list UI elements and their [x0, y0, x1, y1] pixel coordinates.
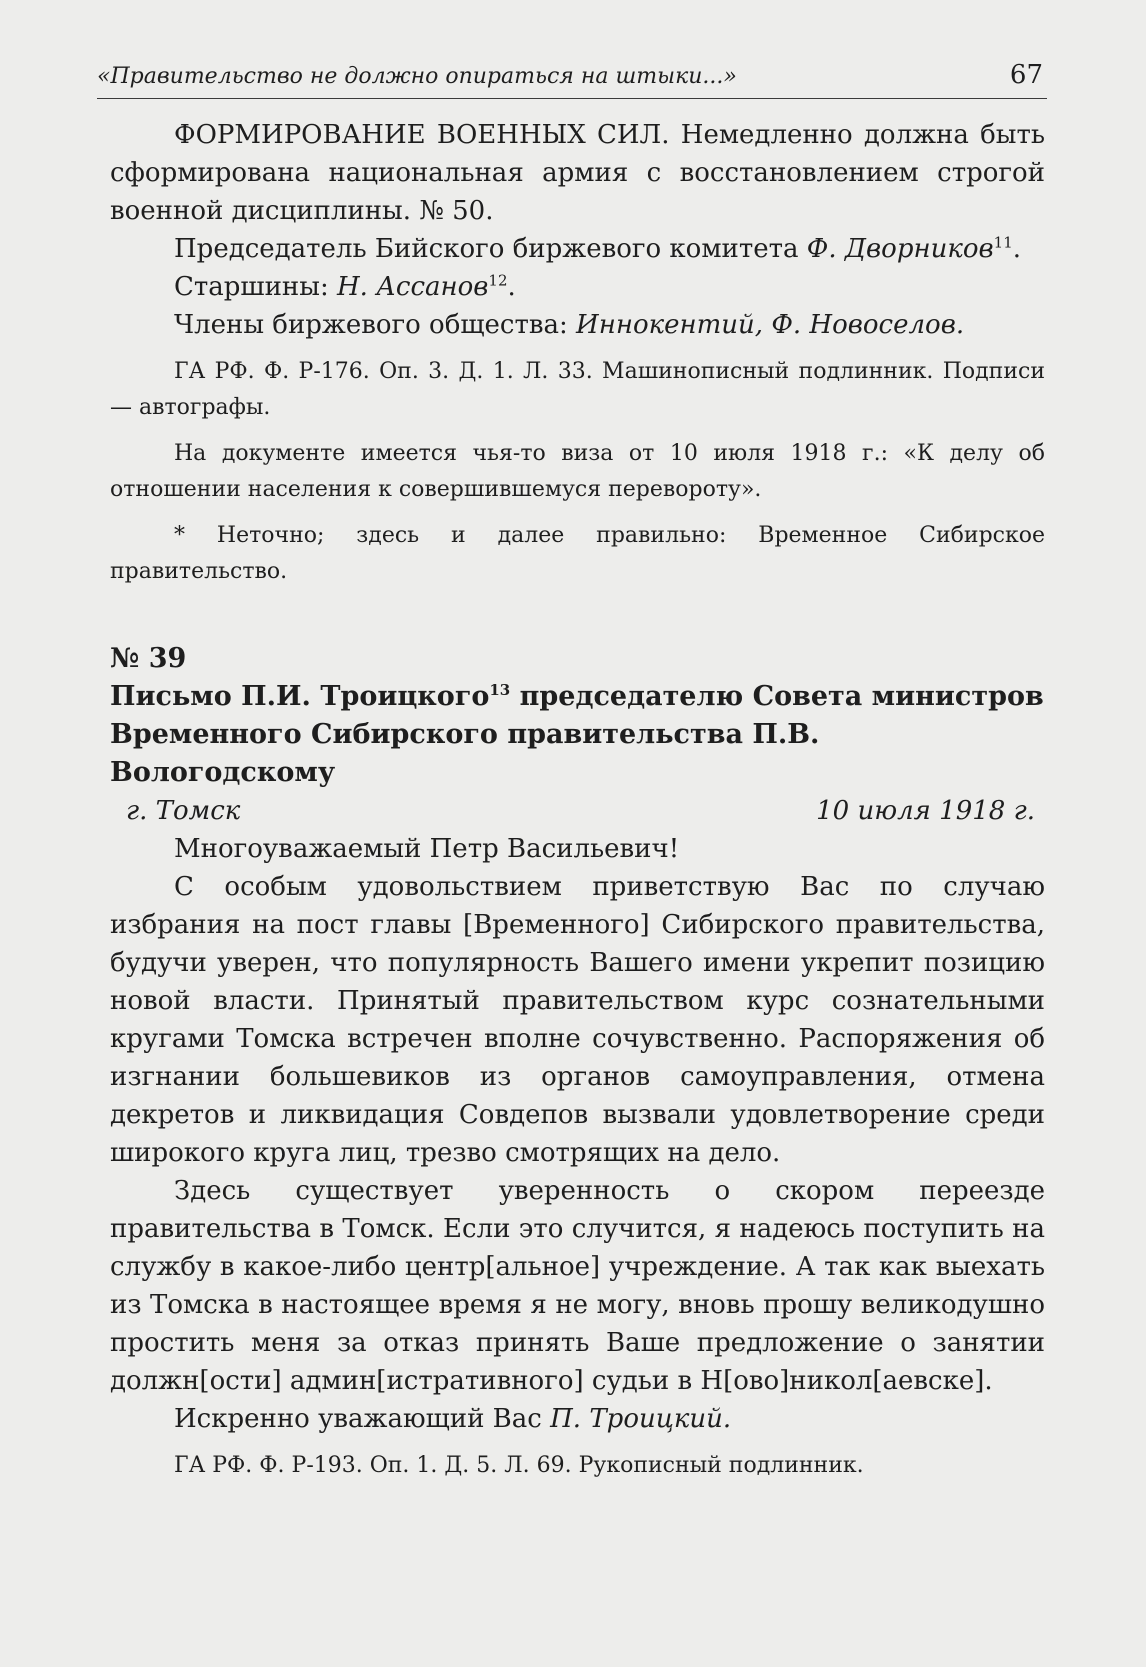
salutation: Многоуважаемый Петр Васильевич!: [174, 834, 680, 864]
elders-name: Н. Ассанов: [336, 272, 489, 302]
running-title: «Правительство не должно опираться на штыки...»: [97, 64, 737, 89]
title-part1: Письмо П.И. Троицкого: [110, 681, 490, 712]
title-footnote-ref: 13: [489, 681, 511, 699]
place-date-line: [110, 792, 1045, 830]
visa-note: На документе имеется чья-то виза от 10 июля 1918 г.: «К делу об отношении населения к совершившемуся перевороту».: [110, 441, 1045, 502]
document-number: № 39: [110, 643, 187, 674]
chair-footnote-ref: 11: [993, 233, 1013, 252]
signature: П. Троицкий.: [550, 1404, 732, 1434]
document-place: г. Томск: [126, 796, 241, 826]
members-line: [110, 306, 1045, 344]
title-part2: председателю Совета министров Временного Сибирского правительства П.В. Вологодскому: [110, 681, 1044, 788]
members-names: Иннокентий, Ф. Новоселов.: [576, 310, 965, 340]
document-title: [110, 678, 1045, 792]
prev-doc-source: ГА РФ. Ф. Р-176. Оп. 3. Д. 1. Л. 33. Машинописный подлинник. Подписи — автографы.: [110, 359, 1045, 420]
page-header: [97, 62, 1047, 99]
document-source: ГА РФ. Ф. Р-193. Оп. 1. Д. 5. Л. 69. Рукописный подлинник.: [174, 1453, 864, 1478]
elders-label: Старшины:: [174, 272, 329, 302]
letter-paragraph-1: С особым удовольствием приветствую Вас по случаю избрания на пост главы [Временного] Сибирского правительства, будучи уверен, что популярность Вашего имени укрепит позицию новой власти. Принятый правительством курс сознательными кругами Томска встречен вполне сочувственно. Распоряжения об изгнании большевиков из органов самоуправления, отмена декретов и ликвидация Совдепов вызвали удовлетворение среди широкого круга лиц, трезво смотрящих на дело.: [110, 872, 1045, 1168]
chair-label: Председатель Бийского биржевого комитета: [174, 234, 799, 264]
page-number: 67: [1009, 60, 1043, 90]
footnote: * Неточно; здесь и далее правильно: Временное Сибирское правительство.: [110, 523, 1045, 584]
document-date: 10 июля 1918 г.: [816, 796, 1035, 826]
prev-doc-paragraph: ФОРМИРОВАНИЕ ВОЕННЫХ СИЛ. Немедленно должна быть сформирована национальная армия с восстановлением строгой военной дисциплины. № 50.: [110, 120, 1045, 226]
letter-paragraph-2: Здесь существует уверенность о скором переезде правительства в Томск. Если это случится, я надеюсь поступить на службу в какое-либо центр[альное] учреждение. А так как выехать из Томска в настоящее время я не могу, вновь прошу великодушно простить меня за отказ принять Ваше предложение о занятии должн[ости] админ[истративного] судьи в Н[ово]никол[аевске].: [110, 1176, 1045, 1396]
chair-line: Председатель Бийского биржевого комитета Ф. Дворников$^{11}$.: [174, 233, 1022, 264]
page-body: [110, 116, 1045, 1484]
elders-line: Старшины: Н. Ассанов$^{12}$.: [174, 271, 516, 302]
elders-footnote-ref: 12: [488, 271, 508, 290]
closing-text: Искренно уважающий Вас: [174, 1404, 542, 1434]
chair-name: Ф. Дворников: [806, 234, 994, 264]
closing-line: [110, 1400, 1045, 1438]
members-label: Члены биржевого общества:: [174, 310, 568, 340]
